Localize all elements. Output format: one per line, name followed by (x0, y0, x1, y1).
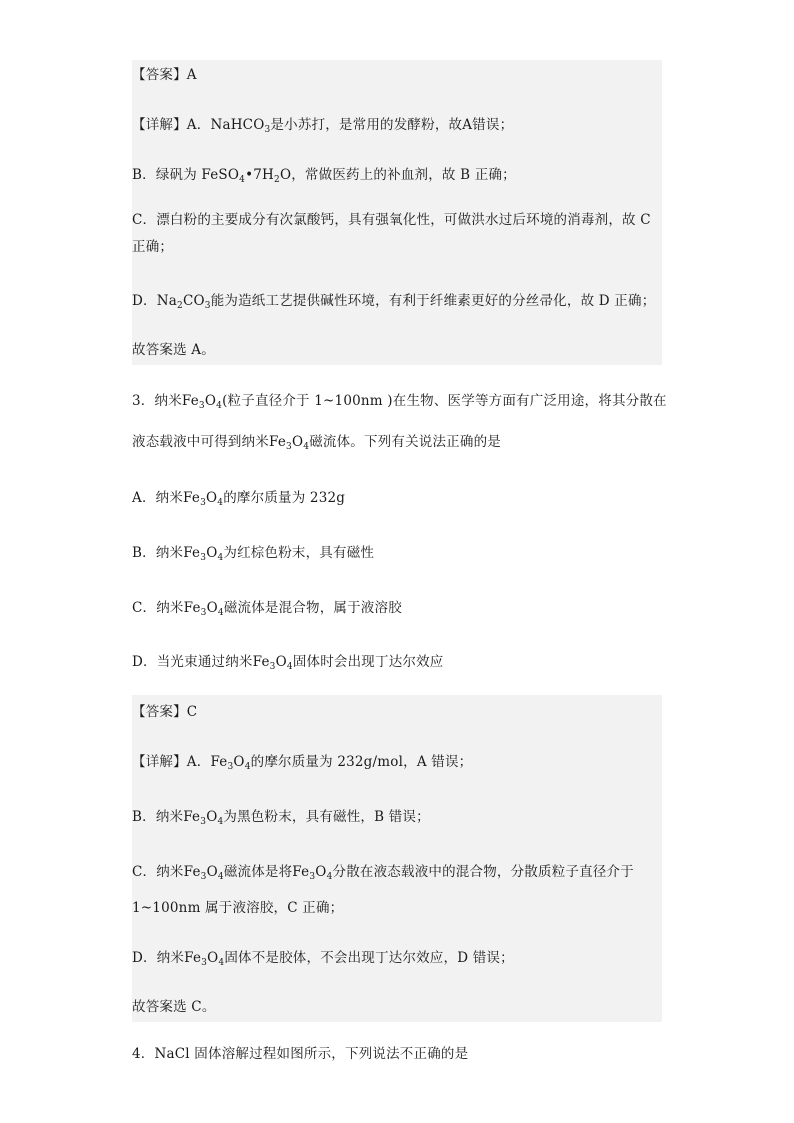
detail-d-text: D．纳米Fe (132, 950, 202, 966)
detail-2-a (132, 116, 660, 134)
subscript: 3 (309, 872, 316, 882)
stem-text: 3．纳米Fe (132, 393, 199, 409)
answer-text: 【答案】A (132, 67, 197, 83)
option-b (132, 544, 660, 562)
subscript: 3 (286, 442, 292, 452)
detail-b-text: B．绿矾为 FeSO (132, 167, 240, 183)
question-3-stem-line-2 (132, 433, 660, 451)
summary-text: 故答案选 C。 (132, 999, 216, 1015)
subscript: 4 (217, 817, 224, 827)
option-text: C．纳米Fe (132, 600, 201, 616)
detail-3-c-line-1 (132, 863, 660, 881)
subscript: 4 (217, 608, 224, 618)
subscript: 3 (200, 872, 207, 882)
option-a (132, 489, 660, 507)
detail-b-text-mid: •7H (245, 167, 275, 183)
detail-c-text-mid3: O (315, 864, 327, 880)
subscript: 3 (201, 958, 208, 968)
detail-d-text-post: 固体不是胶体，不会出现丁达尔效应，D 错误； (224, 950, 514, 966)
subscript: 3 (200, 608, 207, 618)
option-text-post: 固体时会出现丁达尔效应 (292, 654, 444, 670)
subscript: 4 (217, 498, 224, 508)
stem-text-post: (粒子直径介于 1~100nm )在生物、医学等方面有广泛用途，将其分散在 (222, 393, 667, 409)
detail-c-text: C．漂白粉的主要成分有次氯酸钙，具有强氧化性，可做洪水过后环境的消毒剂，故 C 正确； (132, 212, 651, 255)
detail-a-text: 【详解】A．Fe (132, 754, 228, 770)
subscript: 3 (200, 498, 207, 508)
detail-c-text-continued: 1~100nm 属于液溶胶，C 正确； (132, 900, 344, 916)
detail-a-text-post: 的摩尔质量为 232g/mol，A 错误； (250, 754, 473, 770)
detail-2-c (132, 207, 660, 261)
subscript: 4 (216, 401, 223, 411)
subscript: 4 (239, 175, 246, 185)
detail-3-b (132, 808, 660, 826)
summary-text: 故答案选 A。 (132, 342, 215, 358)
stem-text: 液态载液中可得到纳米Fe (132, 434, 287, 450)
answer-block-3-background (132, 695, 662, 1022)
detail-b-text: B．纳米Fe (132, 809, 201, 825)
option-d (132, 653, 660, 671)
detail-c-text-mid2: 磁流体是将Fe (223, 864, 310, 880)
detail-c-text: C．纳米Fe (132, 864, 201, 880)
detail-a-text: 【详解】A．NaHCO (132, 117, 265, 133)
subscript: 3 (264, 125, 271, 135)
option-text-mid: O (206, 545, 218, 561)
detail-3-c-line-2 (132, 899, 660, 917)
option-text-mid: O (206, 490, 218, 506)
option-text-mid: O (275, 654, 287, 670)
detail-b-text-post: 为黑色粉末，具有磁性，B 错误； (223, 809, 430, 825)
answer-3-label (132, 703, 660, 721)
subscript: 3 (269, 662, 276, 672)
option-text-post: 的摩尔质量为 232g (223, 490, 346, 506)
subscript: 3 (227, 762, 234, 772)
option-c (132, 599, 660, 617)
option-text: A．纳米Fe (132, 490, 201, 506)
option-text: B．纳米Fe (132, 545, 201, 561)
subscript: 3 (198, 401, 205, 411)
subscript: 3 (200, 817, 207, 827)
subscript: 4 (217, 872, 224, 882)
subscript: 4 (217, 553, 224, 563)
detail-b-text-mid: O (206, 809, 218, 825)
detail-c-text-post: 分散在液态载液中的混合物，分散质粒子直径介于 (332, 864, 634, 880)
subscript: 3 (204, 301, 211, 311)
stem-text-mid: O (291, 434, 304, 450)
subscript: 3 (200, 553, 207, 563)
detail-3-a (132, 753, 660, 771)
question-4-stem (132, 1045, 660, 1063)
detail-c-text-mid: O (206, 864, 218, 880)
detail-a-text-post: 是小苏打，是常用的发酵粉，故A错误； (270, 117, 514, 133)
summary-3 (132, 998, 660, 1016)
detail-d-text-mid: CO (182, 293, 205, 309)
summary-2 (132, 341, 660, 359)
option-text-post: 磁流体是混合物，属于液溶胶 (223, 600, 402, 616)
stem-text-post: 磁流体。下列有关说法正确的是 (309, 434, 501, 450)
detail-2-b (132, 166, 660, 184)
detail-2-d (132, 292, 660, 310)
subscript: 4 (326, 872, 333, 882)
question-3-stem-line-1 (132, 392, 667, 411)
stem-text-mid: O (204, 393, 217, 409)
subscript: 4 (218, 958, 225, 968)
subscript: 2 (177, 301, 183, 311)
option-text-post: 为红棕色粉末，具有磁性 (223, 545, 375, 561)
detail-d-text-mid: O (207, 950, 219, 966)
answer-text: 【答案】C (132, 704, 198, 720)
detail-a-text-mid: O (233, 754, 245, 770)
subscript: 4 (244, 762, 251, 772)
stem-text: 4．NaCl 固体溶解过程如图所示，下列说法不正确的是 (132, 1046, 469, 1062)
subscript: 4 (303, 442, 310, 452)
detail-b-text-end: O，常做医药上的补血剂，故 B 正确； (279, 167, 516, 183)
detail-3-d (132, 949, 660, 967)
detail-d-text: D．Na (132, 293, 177, 309)
option-text-mid: O (206, 600, 218, 616)
answer-2-label (132, 66, 660, 84)
subscript: 2 (274, 175, 280, 185)
detail-d-text-post: 能为造纸工艺提供碱性环境，有利于纤维素更好的分丝帚化，故 D 正确； (210, 293, 656, 309)
subscript: 4 (286, 662, 293, 672)
option-text: D．当光束通过纳米Fe (132, 654, 270, 670)
